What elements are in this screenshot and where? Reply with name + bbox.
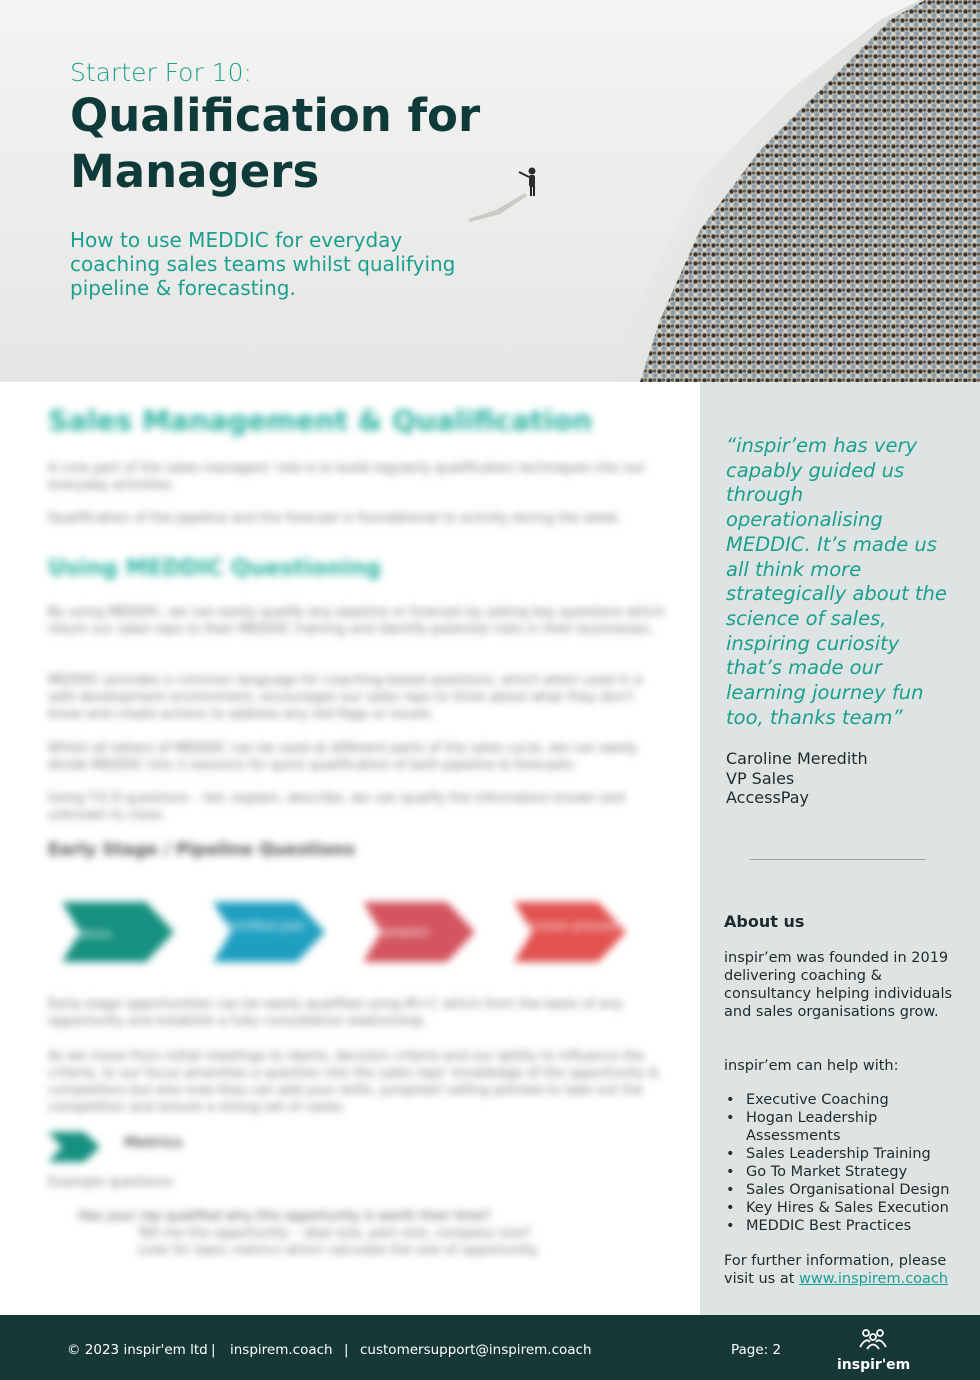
chevron-label: Identified pain — [219, 919, 306, 933]
list-item: • Sales Organisational Design — [724, 1181, 974, 1199]
hero-banner — [0, 0, 980, 382]
footer-email-link[interactable]: customersupport@inspirem.coach — [360, 1342, 592, 1358]
paragraph: MEDDIC provides a common language for coaching-based questions, which when used in a safe development environment, encourages our sales reps to think about what they don't know and create actions to address any red flags or issues. — [48, 673, 643, 722]
chevron-label: Decision process — [518, 919, 620, 933]
about-text: inspir’em was founded in 2019 delivering coaching & consultancy helping individuals and sales organisations grow. — [724, 950, 953, 1020]
question-detail: Tell me the opportunity – deal size, pain size, company size? — [138, 1226, 532, 1241]
paragraph: By using MEDDIC, we can easily qualify any pipeline or forecast by asking key questions which return our sales reps to their MEDDIC training and identify potential risks in their businesses. — [48, 605, 665, 637]
footer-logo-text: inspir'em — [837, 1357, 911, 1373]
metrics-label: Metrics — [124, 1135, 183, 1151]
paragraph: As we move from initial meetings to idents, decision criteria and our ability to influence the criteria, to our focus amenities a question into the sales reps' knowledge of the opportunity & competitors but also how they can add your skills, jumpstart selling pointed to take out the competition and ensure a strong set of cases. — [48, 1049, 659, 1115]
sidebar — [700, 382, 980, 1315]
list-item: • Hogan Leadership Assessments — [724, 1109, 974, 1145]
further-text: For further information, please visit us at — [724, 1253, 947, 1287]
attribution-name: Caroline Meredith — [726, 749, 868, 768]
list-item: • Go To Market Strategy — [724, 1163, 974, 1181]
list-item: • MEDDIC Best Practices — [724, 1217, 974, 1235]
footer-website-link[interactable]: inspirem.coach — [230, 1342, 333, 1358]
hero-kicker: Starter For 10: — [70, 58, 252, 87]
chevron-label: Metrics — [68, 927, 112, 941]
footer-page-number: Page: 2 — [731, 1342, 782, 1358]
chevron-label: Champion — [368, 925, 429, 939]
subsection-heading: Early Stage / Pipeline Questions — [48, 840, 356, 860]
example-label: Example questions: — [48, 1175, 176, 1190]
website-link[interactable]: www.inspirem.coach — [799, 1271, 949, 1287]
attribution-company: AccessPay — [726, 788, 809, 807]
further-info — [724, 1252, 974, 1288]
section-heading: Sales Management & Qualification — [48, 404, 593, 437]
paragraph: Using T.E.D questions – tell, explain, describe, we can qualify the information known and unknown to close. — [48, 791, 625, 823]
footer-separator: | — [211, 1342, 216, 1358]
list-item: • Key Hires & Sales Execution — [724, 1199, 974, 1217]
paragraph: A core part of the sales managers' role is to build regularly qualification techniques into our everyday activities. — [48, 461, 646, 493]
paragraph: Qualification of the pipeline and the forecast is foundational to activity during the week. — [48, 511, 623, 526]
testimonial-quote: “inspir’em has very capably guided us through operationalising MEDDIC. It’s made us all think more strategically about the science of sales, inspiring curiosity that’s made our learning journey fun too, thanks team” — [726, 434, 947, 729]
page-footer — [0, 1315, 980, 1380]
list-item: • Sales Leadership Training — [724, 1145, 974, 1163]
question-detail: Look for basic metrics which calculate the size of opportunity. — [138, 1243, 540, 1258]
main-content-blurred — [0, 382, 700, 1315]
page-title: Qualification for Managers — [70, 89, 481, 198]
divider — [750, 859, 926, 860]
services-list — [724, 1091, 974, 1235]
help-intro: inspir’em can help with: — [724, 1058, 899, 1074]
subsection-heading: Using MEDDIC Questioning — [48, 556, 382, 581]
people-logo-icon — [858, 1328, 888, 1350]
footer-copyright: © 2023 inspir'em ltd — [67, 1342, 208, 1358]
list-item: • Executive Coaching — [724, 1091, 974, 1109]
footer-separator: | — [344, 1342, 349, 1358]
about-heading: About us — [724, 912, 805, 931]
paragraph: Early-stage opportunities can be easily qualified using M-I-C which form the basis of any opportunity and establish a fully consultative relationship. — [48, 997, 623, 1029]
paragraph: Whilst all letters of MEDDIC can be used at different parts of the sales cycle, we can easily divide MEDDIC into 2 sessions for quick qualification of both pipeline & forecasts. — [48, 741, 638, 773]
metrics-chevron-icon — [48, 1128, 102, 1166]
attribution-role: VP Sales — [726, 769, 795, 788]
question: Has your rep qualified why this opportunity is worth their time? — [78, 1209, 491, 1224]
hero-subtitle: How to use MEDDIC for everyday coaching sales teams whilst qualifying pipeline & forecasting. — [70, 228, 456, 300]
